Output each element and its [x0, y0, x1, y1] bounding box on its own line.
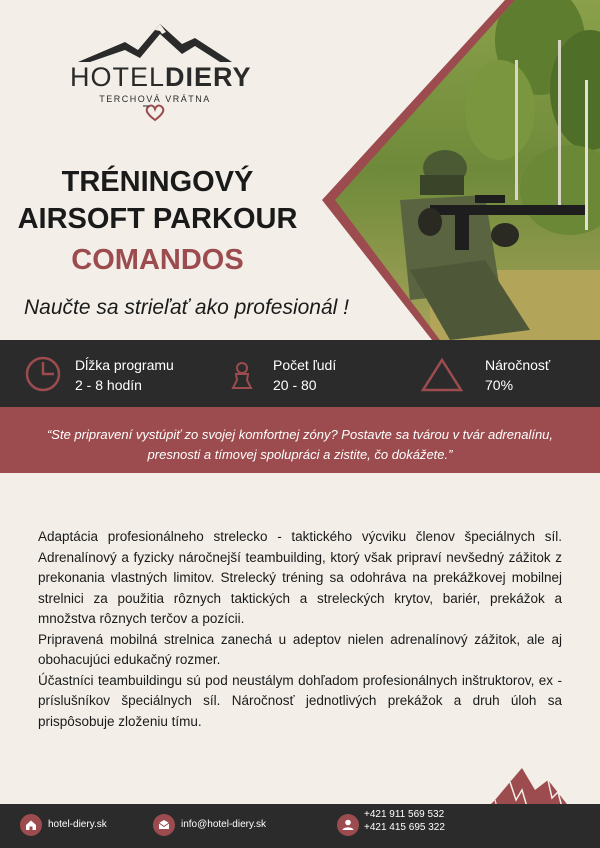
hotel-logo — [70, 22, 252, 122]
footer-phone-1: +421 911 569 532 — [364, 809, 445, 820]
mail-icon — [153, 814, 175, 836]
info-difficulty-value: 70% — [485, 377, 514, 393]
footer-website-link[interactable]: hotel-diery.sk — [48, 819, 107, 830]
info-difficulty — [420, 340, 600, 407]
info-duration-value: 2 - 8 hodín — [75, 377, 142, 393]
logo-brand-part1: HOTEL — [70, 62, 166, 92]
description-paragraph-1: Adaptácia profesionálneho strelecko - taktického výcviku členov špeciálnych síl. Adrenalínový a fyzicky náročnejší teambuilding, ktorý však pripraví nevšedný zážitok z prekonania vlastných limitov. Strelecký tréning sa odohráva na prekážkovej mobilnej strelnici za použitia rôznych taktických a streleckých krytov, bariér, prekážok a množstva rôznych terčov a pozícii. — [38, 529, 562, 626]
tagline: Naučte sa strieľať ako profesionál ! — [23, 296, 349, 319]
logo-brand-name — [70, 62, 252, 93]
description — [38, 527, 562, 732]
description-paragraph-2: Pripravená mobilná strelnica zanechá u adeptov nielen adrenalínový zážitok, ale aj obohacujúci edukačný rozmer. — [38, 631, 562, 667]
mountain-logo-icon — [70, 22, 240, 67]
title-line-1: TRÉNINGOVÝ — [61, 166, 254, 198]
page-subtitle: COMANDOS — [71, 244, 244, 276]
hero-photo — [300, 0, 600, 340]
triangle-icon — [420, 357, 464, 393]
logo-brand-part2: DIERY — [165, 62, 252, 92]
info-duration — [0, 340, 220, 407]
info-people-label: Počet ľudí — [273, 357, 337, 373]
home-icon — [20, 814, 42, 836]
logo-location: TERCHOVÁ VRÁTNA — [99, 94, 211, 104]
footer-phone-2: +421 415 695 322 — [364, 822, 445, 833]
clock-icon — [25, 356, 61, 392]
quote-banner — [0, 407, 600, 473]
info-people-value: 20 - 80 — [273, 377, 317, 393]
page-title — [0, 164, 315, 238]
heart-logo-icon — [143, 104, 167, 122]
info-bar — [0, 340, 600, 407]
info-difficulty-label: Náročnosť — [485, 357, 551, 373]
info-duration-label: Dĺžka programu — [75, 357, 174, 373]
person-icon — [230, 360, 254, 390]
title-line-2: AIRSOFT PARKOUR — [17, 203, 298, 235]
soldier-photo-image — [300, 0, 600, 340]
user-icon — [337, 814, 359, 836]
footer — [0, 804, 600, 848]
description-paragraph-3: Účastníci teambuildingu sú pod neustálym dohľadom profesionálnych inštruktorov, ex - príslušníkov špeciálnych síl. Náročnosť jednotlivých prekážok a druh úloh sa prispôsobuje zloženiu tímu. — [38, 672, 562, 729]
footer-email-link[interactable]: info@hotel-diery.sk — [181, 819, 266, 830]
info-people — [220, 340, 420, 407]
quote-text: “Ste pripravení vystúpiť zo svojej komfortnej zóny? Postavte sa tvárou v tvár adrenalínu, presnosti a tímovej spolupráci a zistite, čo dokážete.” — [46, 427, 554, 462]
